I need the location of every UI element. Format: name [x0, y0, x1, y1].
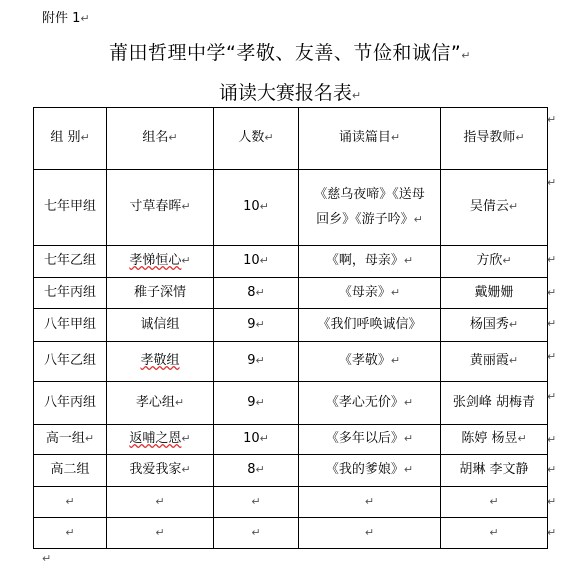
header-row [34, 108, 548, 170]
row-end-mark: ↵ [547, 495, 557, 508]
cell-group: 七年甲组 [34, 170, 107, 246]
empty-row [34, 518, 548, 549]
header-cell-name: 组名↵ [107, 108, 214, 170]
table-row [34, 170, 548, 246]
cell-name: 孝悌恒心↵ [107, 246, 214, 278]
header-cell-count: 人数↵ [214, 108, 299, 170]
cell-group: 七年乙组 [34, 246, 107, 278]
cell-count: 10↵ [214, 246, 299, 278]
cell-name: 孝心组↵ [107, 382, 214, 425]
cell-piece: 《母亲》↵ [299, 278, 441, 309]
row-end-mark: ↵ [547, 286, 557, 299]
cell-name: 寸草春晖↵ [107, 170, 214, 246]
cell-name: 稚子深情 [107, 278, 214, 309]
cell-group: 高二组 [34, 455, 107, 487]
cell-teacher: 张剑峰 胡梅青 [441, 382, 548, 425]
empty-cell: ↵ [441, 487, 548, 518]
header-cell-teacher: 指导教师↵ [441, 108, 548, 170]
row-end-mark: ↵ [547, 350, 557, 363]
cell-count: 10↵ [214, 425, 299, 455]
cell-count: 9↵ [214, 382, 299, 425]
cell-name: 诚信组 [107, 309, 214, 342]
cell-teacher: 吴倩云↵ [441, 170, 548, 246]
cell-piece: 《孝心无价》↵ [299, 382, 441, 425]
table-row [34, 342, 548, 382]
table-row [34, 455, 548, 487]
cell-group: 八年丙组 [34, 382, 107, 425]
attachment-label: 附件 1↵ [42, 11, 90, 26]
cell-count: 8↵ [214, 455, 299, 487]
cell-teacher: 方欣↵ [441, 246, 548, 278]
cell-piece: 《多年以后》↵ [299, 425, 441, 455]
cell-name: 我爱我家↵ [107, 455, 214, 487]
row-end-mark: ↵ [547, 526, 557, 539]
cell-group: 七年丙组 [34, 278, 107, 309]
cell-teacher: 黄丽霞↵ [441, 342, 548, 382]
table-row [34, 246, 548, 278]
cell-piece: 《慈乌夜啼》《送母回乡》《游子吟》↵ [299, 170, 441, 246]
cell-piece: 《我们呼唤诚信》 [299, 309, 441, 342]
cell-teacher: 胡琳 李文静 [441, 455, 548, 487]
empty-cell: ↵ [214, 518, 299, 549]
row-end-mark: ↵ [547, 113, 557, 126]
empty-row [34, 487, 548, 518]
cell-piece: 《孝敬》↵ [299, 342, 441, 382]
empty-cell: ↵ [299, 518, 441, 549]
empty-cell: ↵ [107, 487, 214, 518]
registration-table [33, 107, 548, 549]
title-line-2: 诵读大赛报名表↵ [218, 82, 362, 104]
row-end-mark: ↵ [547, 176, 557, 189]
empty-cell: ↵ [441, 518, 548, 549]
row-end-mark: ↵ [547, 433, 557, 446]
empty-cell: ↵ [214, 487, 299, 518]
trailing-paragraph-mark: ↵ [42, 552, 52, 565]
title-line-1: 莆田哲理中学“孝敬、友善、节俭和诚信”↵ [109, 42, 471, 64]
cell-teacher: 陈婷 杨昱↵ [441, 425, 548, 455]
empty-cell: ↵ [107, 518, 214, 549]
table-row [34, 309, 548, 342]
cell-piece: 《啊，母亲》↵ [299, 246, 441, 278]
cell-group: 八年乙组 [34, 342, 107, 382]
table-row [34, 382, 548, 425]
cell-group: 八年甲组 [34, 309, 107, 342]
row-end-mark: ↵ [547, 463, 557, 476]
cell-name: 孝敬组 [107, 342, 214, 382]
cell-piece: 《我的爹娘》↵ [299, 455, 441, 487]
row-end-mark: ↵ [547, 390, 557, 403]
empty-cell: ↵ [299, 487, 441, 518]
empty-cell: ↵ [34, 487, 107, 518]
cell-count: 10↵ [214, 170, 299, 246]
cell-count: 8↵ [214, 278, 299, 309]
row-end-mark: ↵ [547, 317, 557, 330]
cell-teacher: 戴姗姗 [441, 278, 548, 309]
cell-count: 9↵ [214, 309, 299, 342]
cell-teacher: 杨国秀↵ [441, 309, 548, 342]
cell-group: 高一组↵ [34, 425, 107, 455]
header-cell-group: 组 别↵ [34, 108, 107, 170]
cell-count: 9↵ [214, 342, 299, 382]
table-row [34, 278, 548, 309]
empty-cell: ↵ [34, 518, 107, 549]
row-end-mark: ↵ [547, 253, 557, 266]
header-cell-piece: 诵读篇目↵ [299, 108, 441, 170]
cell-name: 返哺之恩↵ [107, 425, 214, 455]
table-row [34, 425, 548, 455]
